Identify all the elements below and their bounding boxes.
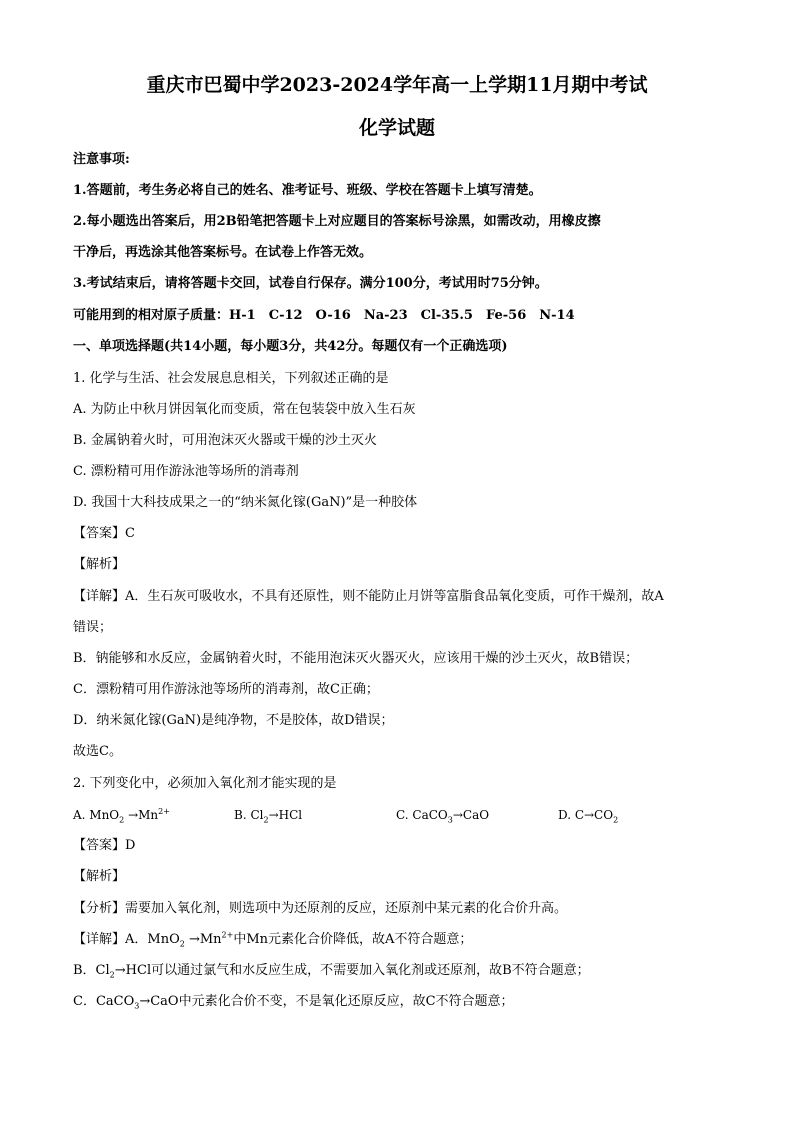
question-1-detail-d: D．纳米氮化镓(GaN)是纯净物，不是胶体，故D错误； (73, 713, 394, 728)
question-2-analysis-label: 【解析】 (73, 869, 126, 884)
notice-item-2: 2.每小题选出答案后，用2B铅笔把答题卡上对应题目的答案标号涂黑，如需改动，用橡皮擦 (73, 214, 601, 229)
question-1-stem: 1. 化学与生活、社会发展息息相关，下列叙述正确的是 (73, 371, 389, 386)
question-1-detail-a: 【详解】A．生石灰可吸收水，不具有还原性，则不能防止月饼等富脂食品氧化变质，可作干燥剂，故A (73, 589, 664, 604)
question-2-fenxi: 【分析】需要加入氧化剂，则选项中为还原剂的反应，还原剂中某元素的化合价升高。 (73, 901, 568, 916)
atomic-mass-line: 可能用到的相对原子质量：H-1 C-12 O-16 Na-23 Cl-35.5 Fe-56 N-14 (73, 308, 575, 323)
question-2-detail-c: C．CaCO$_3$→CaO中元素化合价不变，不是氧化还原反应，故C不符合题意； (73, 994, 514, 1011)
notice-item-2-cont: 干净后，再选涂其他答案标号。在试卷上作答无效。 (73, 245, 373, 260)
question-1-option-b: B. 金属钠着火时，可用泡沫灭火器或干燥的沙土灭火 (73, 433, 377, 448)
section-heading: 一、单项选择题(共14小题，每小题3分，共42分。每题仅有一个正确选项) (73, 339, 508, 354)
question-1-detail-b: B．钠能够和水反应，金属钠着火时，不能用泡沫灭火器灭火，应该用干燥的沙土灭火，故B错误； (73, 651, 639, 666)
question-1-detail-c: C．漂粉精可用作游泳池等场所的消毒剂，故C正确； (73, 682, 379, 697)
question-2-answer: 【答案】D (73, 838, 136, 853)
question-1-option-c: C. 漂粉精可用作游泳池等场所的消毒剂 (73, 464, 299, 479)
question-2-option-d: D. $C\to CO_2$ (558, 808, 619, 825)
exam-title: 重庆市巴蜀中学2023-2024学年高一上学期11月期中考试 (146, 74, 648, 96)
question-2-option-a: A. $MnO_2 \to Mn^{2+}$ (73, 807, 170, 825)
question-1-option-d: D. 我国十大科技成果之一的“纳米氮化镓(GaN)”是一种胶体 (73, 495, 418, 510)
question-2-option-c: C. CaCO$_3$→CaO (396, 808, 490, 825)
notice-item-3: 3.考试结束后，请将答题卡交回，试卷自行保存。满分100分，考试用时75分钟。 (73, 276, 548, 291)
notice-item-1: 1.答题前，考生务必将自己的姓名、准考证号、班级、学校在答题卡上填写清楚。 (73, 183, 542, 198)
question-2-stem: 2. 下列变化中，必须加入氧化剂才能实现的是 (73, 776, 337, 791)
question-1-answer: 【答案】C (73, 526, 135, 541)
question-2-detail-b: B．$Cl_2\to HCl$可以通过氯气和水反应生成，不需要加入氧化剂或还原剂，故B不符合题意； (73, 963, 590, 980)
question-2-detail-a: 【详解】A．$MnO_2 \to Mn^{2+}$中Mn元素化合价降低，故A不符合题意； (73, 930, 473, 949)
question-1-conclusion: 故选C。 (73, 744, 122, 759)
question-2-option-b: B. $Cl_2\to HCl$ (234, 808, 303, 825)
exam-subtitle: 化学试题 (358, 117, 435, 139)
notice-heading: 注意事项: (73, 152, 130, 167)
question-1-option-a: A. 为防止中秋月饼因氧化而变质，常在包装袋中放入生石灰 (73, 402, 416, 417)
question-1-detail-a-cont: 错误； (73, 620, 113, 635)
question-1-analysis-label: 【解析】 (73, 557, 126, 572)
